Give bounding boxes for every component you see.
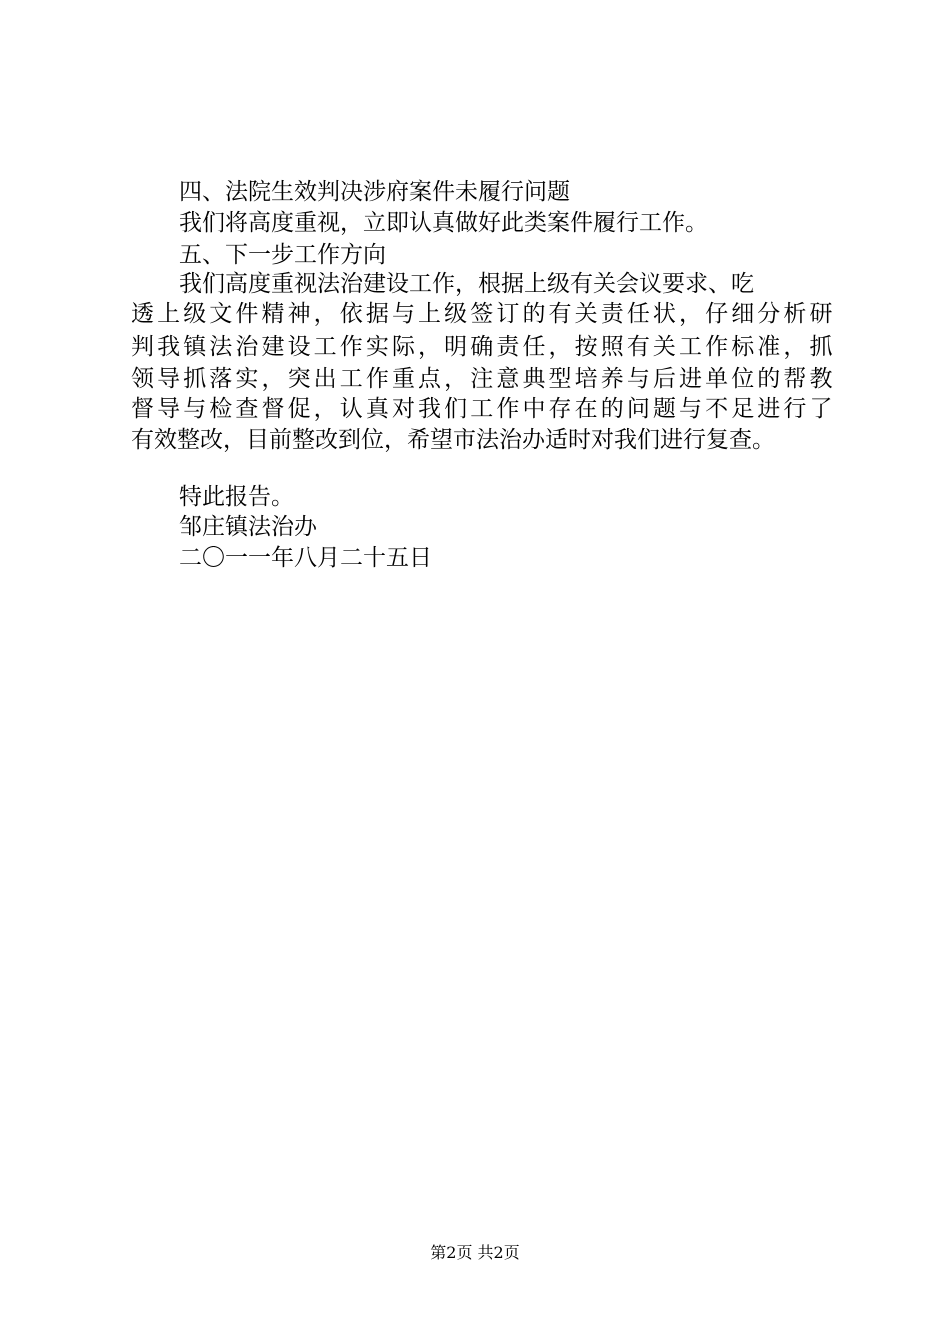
- closing-text: 特此报告。: [179, 484, 294, 510]
- paragraph-line: 领导抓落实，突出工作重点，注意典型培养与后进单位的帮教: [131, 366, 833, 392]
- paragraph-line: 透上级文件精神，依据与上级签订的有关责任状，仔细分析研: [131, 301, 833, 327]
- paragraph-line: 我们高度重视法治建设工作，根据上级有关会议要求、吃: [179, 271, 754, 297]
- section-heading-5: 五、下一步工作方向: [179, 242, 386, 268]
- paragraph-line: 有效整改，目前整改到位，希望市法治办适时对我们进行复查。: [131, 427, 775, 453]
- paragraph-line: 督导与检查督促，认真对我们工作中存在的问题与不足进行了: [131, 396, 833, 422]
- page-footer: 第2页 共2页: [430, 1243, 520, 1262]
- paragraph-line: 判我镇法治建设工作实际，明确责任，按照有关工作标准，抓: [131, 334, 833, 360]
- section-heading-4: 四、法院生效判决涉府案件未履行问题: [179, 179, 570, 205]
- date: 二〇一一年八月二十五日: [179, 545, 432, 571]
- signature: 邹庄镇法治办: [179, 514, 317, 540]
- section-paragraph-4: 我们将高度重视，立即认真做好此类案件履行工作。: [179, 210, 708, 236]
